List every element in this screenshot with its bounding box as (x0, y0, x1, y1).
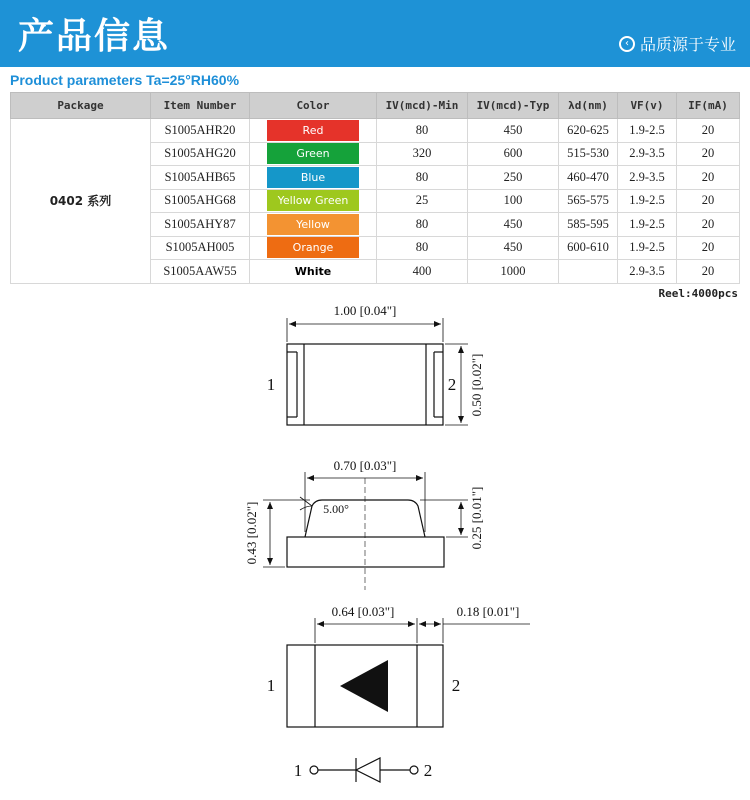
color-swatch: Blue (267, 167, 359, 188)
if-cell: 20 (677, 142, 740, 166)
wavelength-cell (559, 260, 618, 284)
side-angle-label: 5.00° (323, 502, 349, 516)
wavelength-cell: 515-530 (559, 142, 618, 166)
table-row (11, 119, 740, 143)
bottom-pin2-label: 2 (451, 676, 461, 695)
tagline (619, 32, 736, 55)
wavelength-cell: 620-625 (559, 119, 618, 143)
column-header: IF(mA) (677, 93, 740, 119)
iv-typ-cell: 450 (468, 213, 559, 237)
wavelength-cell: 460-470 (559, 166, 618, 190)
vf-cell: 1.9-2.5 (618, 236, 677, 260)
wavelength-cell: 600-610 (559, 236, 618, 260)
params-title: Product parameters Ta=25°RH60% (10, 72, 240, 88)
iv-min-cell: 400 (377, 260, 468, 284)
table-header-row (11, 93, 740, 119)
color-swatch: Red (267, 120, 359, 141)
bottom-width-label: 0.64 [0.03"] (331, 604, 395, 619)
side-total-height-label: 0.43 [0.02"] (244, 501, 259, 565)
if-cell: 20 (677, 189, 740, 213)
color-swatch: Yellow Green (267, 190, 359, 211)
vf-cell: 2.9-3.5 (618, 166, 677, 190)
iv-typ-cell: 600 (468, 142, 559, 166)
item-number-cell: S1005AHY87 (151, 213, 250, 237)
side-width-label: 0.70 [0.03"] (333, 458, 397, 473)
color-cell (250, 166, 377, 190)
vf-cell: 2.9-3.5 (618, 260, 677, 284)
if-cell: 20 (677, 236, 740, 260)
item-number-cell: S1005AH005 (151, 236, 250, 260)
header-banner (0, 0, 750, 67)
package-cell: 0402 系列 (11, 119, 151, 284)
color-swatch: White (267, 261, 359, 282)
iv-min-cell: 320 (377, 142, 468, 166)
top-view-drawing (287, 318, 468, 425)
top-width-label: 1.00 [0.04"] (333, 303, 397, 318)
iv-min-cell: 80 (377, 236, 468, 260)
circled-chevron-icon: ‹ (619, 36, 635, 52)
color-cell (250, 119, 377, 143)
iv-min-cell: 80 (377, 166, 468, 190)
color-cell (250, 213, 377, 237)
bottom-pad-label: 0.18 [0.01"] (456, 604, 520, 619)
iv-min-cell: 80 (377, 119, 468, 143)
wavelength-cell: 585-595 (559, 213, 618, 237)
table-body (11, 119, 740, 284)
top-pin1-label: 1 (266, 375, 276, 394)
wavelength-cell: 565-575 (559, 189, 618, 213)
color-cell (250, 189, 377, 213)
if-cell: 20 (677, 213, 740, 237)
diode-pin2-label: 2 (423, 761, 433, 780)
iv-typ-cell: 250 (468, 166, 559, 190)
color-cell (250, 236, 377, 260)
page-title: 产品信息 (18, 15, 171, 57)
side-view-drawing (263, 472, 468, 590)
diode-symbol-icon (310, 758, 418, 782)
item-number-cell: S1005AHB65 (151, 166, 250, 190)
iv-typ-cell: 450 (468, 119, 559, 143)
column-header: Item Number (151, 93, 250, 119)
diode-pin1-label: 1 (293, 761, 303, 780)
column-header: IV(mcd)-Min (377, 93, 468, 119)
color-swatch: Green (267, 143, 359, 164)
side-lens-height-label: 0.25 [0.01"] (469, 486, 484, 550)
iv-min-cell: 80 (377, 213, 468, 237)
vf-cell: 1.9-2.5 (618, 119, 677, 143)
if-cell: 20 (677, 260, 740, 284)
color-swatch: Yellow (267, 214, 359, 235)
color-cell (250, 142, 377, 166)
color-swatch: Orange (267, 237, 359, 258)
column-header: Package (11, 93, 151, 119)
column-header: IV(mcd)-Typ (468, 93, 559, 119)
item-number-cell: S1005AAW55 (151, 260, 250, 284)
bottom-pin1-label: 1 (266, 676, 276, 695)
if-cell: 20 (677, 119, 740, 143)
spec-table (10, 92, 740, 284)
column-header: VF(v) (618, 93, 677, 119)
iv-min-cell: 25 (377, 189, 468, 213)
vf-cell: 1.9-2.5 (618, 213, 677, 237)
if-cell: 20 (677, 166, 740, 190)
color-cell (250, 260, 377, 284)
item-number-cell: S1005AHR20 (151, 119, 250, 143)
vf-cell: 1.9-2.5 (618, 189, 677, 213)
polarity-triangle-icon (340, 660, 388, 712)
top-pin2-label: 2 (447, 375, 457, 394)
bottom-view-drawing (287, 618, 530, 727)
column-header: λd(nm) (559, 93, 618, 119)
reel-note: Reel:4000pcs (658, 287, 738, 300)
iv-typ-cell: 100 (468, 189, 559, 213)
item-number-cell: S1005AHG20 (151, 142, 250, 166)
iv-typ-cell: 1000 (468, 260, 559, 284)
column-header: Color (250, 93, 377, 119)
item-number-cell: S1005AHG68 (151, 189, 250, 213)
tagline-text: 品质源于专业 (639, 35, 736, 54)
dimension-drawings (0, 300, 750, 800)
iv-typ-cell: 450 (468, 236, 559, 260)
top-height-label: 0.50 [0.02"] (469, 353, 484, 417)
vf-cell: 2.9-3.5 (618, 142, 677, 166)
